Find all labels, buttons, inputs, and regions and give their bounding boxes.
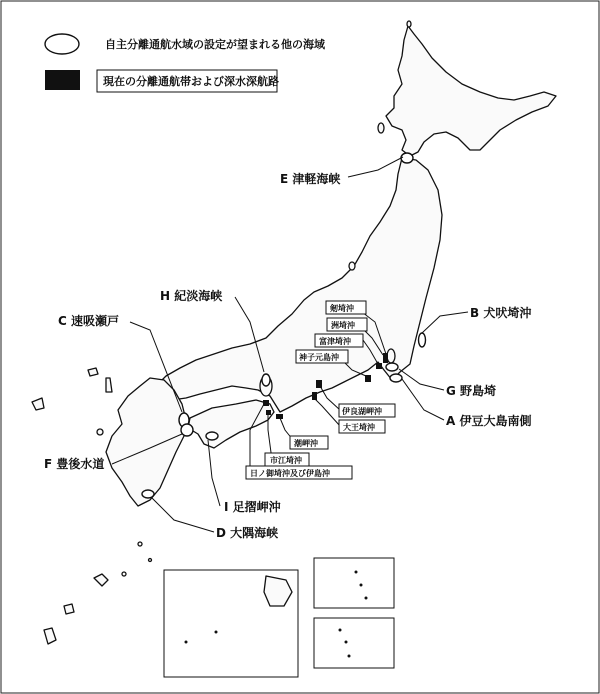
inset-left-coast xyxy=(264,576,292,606)
goto-islands xyxy=(32,398,44,410)
islet-1 xyxy=(122,572,126,576)
lane-irago-label: 伊良湖岬沖 xyxy=(342,407,382,416)
lane-hinomisaki-label: 日ノ御埼沖及び伊島沖 xyxy=(250,469,330,478)
tsushima xyxy=(106,378,112,392)
legend-proposed-label: 自主分離通航水域の設定が望まれる他の海域 xyxy=(105,38,325,51)
legend-proposed-symbol xyxy=(45,34,79,54)
area-a-ring xyxy=(390,374,402,382)
oki-islands xyxy=(88,368,98,376)
lane-tsurugi-mark xyxy=(383,353,388,363)
legend-current-symbol xyxy=(45,70,80,90)
lane-irago-mark xyxy=(316,380,322,388)
shikoku xyxy=(188,400,274,448)
inset-bottom-right xyxy=(314,618,394,668)
area-h-ring xyxy=(262,374,270,386)
legend-current-label: 現在の分離通航帯および深水深航路 xyxy=(103,75,279,88)
lane-futtsu-mark xyxy=(376,363,382,369)
small-island-north xyxy=(407,21,411,27)
area-e-ring xyxy=(401,153,413,163)
inset-left-islet-2 xyxy=(215,631,218,634)
label-f: F 豊後水道 xyxy=(44,457,105,471)
lane-kamiko-label: 神子元島沖 xyxy=(299,353,339,362)
kyushu xyxy=(106,378,186,506)
lane-tsurugi-label: 剱埼沖 xyxy=(330,304,354,313)
inset-top-islet-2 xyxy=(360,584,363,587)
lane-futtsu-label: 富津埼沖 xyxy=(319,337,351,346)
lane-daio-label: 大王埼沖 xyxy=(343,423,375,432)
lane-shionomisaki-mark xyxy=(276,414,283,419)
lane-ichiesaki-label: 市江埼沖 xyxy=(270,456,302,465)
inset-top-right xyxy=(314,558,394,608)
lane-suzaki-label: 洲埼沖 xyxy=(331,321,355,330)
inset-bottom-islet-2 xyxy=(345,641,348,644)
label-e: E 津軽海峡 xyxy=(280,172,341,186)
inset-bottom-islet-3 xyxy=(348,655,351,658)
inset-bottom-islet-1 xyxy=(339,629,342,632)
sado-island xyxy=(349,262,355,270)
label-h: H 紀淡海峡 xyxy=(160,289,223,303)
inset-top-islet-1 xyxy=(355,571,358,574)
small-island-west xyxy=(97,429,103,435)
lane-shionomisaki-label: 潮岬沖 xyxy=(294,439,318,448)
label-d: D 大隅海峡 xyxy=(216,526,279,540)
label-a: A 伊豆大島南側 xyxy=(446,414,532,428)
inset-left-islet-1 xyxy=(185,641,188,644)
label-c: C 速吸瀬戸 xyxy=(58,314,119,328)
islet-3 xyxy=(149,559,152,562)
label-b: B 犬吠埼沖 xyxy=(470,306,532,320)
islet-2 xyxy=(138,542,142,546)
area-g-ring xyxy=(386,363,398,371)
label-g: G 野島埼 xyxy=(446,384,497,398)
hokkaido xyxy=(386,26,556,156)
area-i-ring xyxy=(206,432,218,440)
label-i: I 足摺岬沖 xyxy=(224,500,281,514)
inset-top-islet-3 xyxy=(365,597,368,600)
area-b-ring xyxy=(419,333,426,347)
izu-peninsula xyxy=(387,349,395,363)
ryukyu-islands xyxy=(44,574,108,644)
area-d-ring xyxy=(142,490,154,498)
area-f-ring xyxy=(181,424,193,436)
rishiri-island xyxy=(378,123,384,133)
